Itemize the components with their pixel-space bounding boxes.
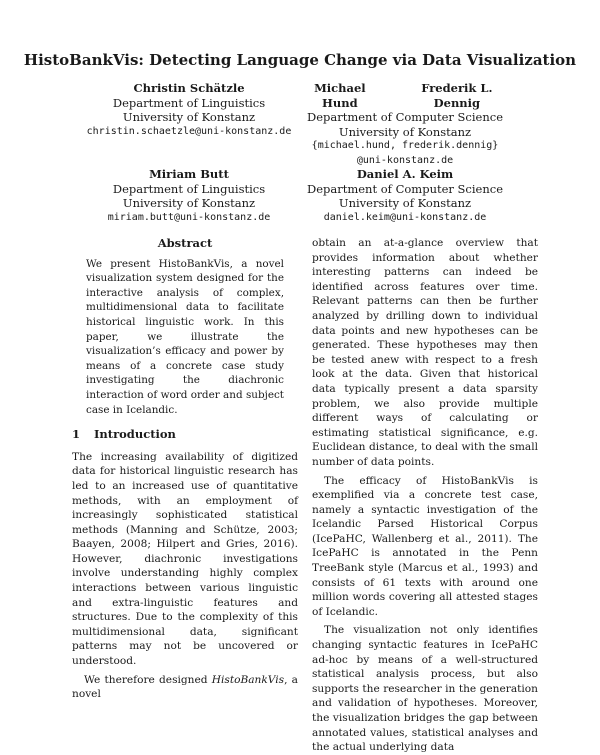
right-paragraph-1: obtain an at-a-glance overview that provides information about whether interesting patterns can indeed be identified across features over time. Relevant patterns can then be further analyzed by drilling down to individual data points and new hypotheses can be generated. These hypotheses may then be tested anew with respect to a fresh look at the data. Given that historical data typically present a data sparsity problem, we also provide multiple different ways of calculating or estimating statistical significance, e.g. Euclidean distance, to deal with the small number of data points. (312, 237, 538, 468)
section-title: Introduction (94, 427, 176, 442)
author-univ: University of Konstanz (338, 196, 472, 210)
paper-title: HistoBankVis: Detecting Language Change via Data Visualization (23, 51, 577, 69)
right-paragraph-2: The efficacy of HistoBankVis is exemplified via a concrete test case, namely a syntactic investigation of the Icelandic Parsed Historical Corpus (IcePaHC, Wallenberg et al., 2011). The IcePaHC is annotated in the Penn TreeBank style (Marcus et al., 1993) and consists of 61 texts with around one million words covering all attested stages of Icelandic. (312, 474, 538, 618)
abstract-heading: Abstract (157, 236, 213, 250)
intro-p2-start: We therefore designed (84, 673, 212, 686)
author-name-hund: Michael Hund (314, 81, 366, 110)
section-number: 1 (72, 427, 81, 442)
author-email: christin.schaetzle@uni-konstanz.de (86, 125, 292, 137)
author-dept: Department of Linguistics (112, 181, 266, 196)
author-email: miriam.butt@uni-konstanz.de (107, 211, 271, 223)
author-email-line-1: {michael.hund, frederik.dennig} (311, 140, 499, 151)
right-column (312, 236, 538, 755)
author-name: Daniel A. Keim (356, 167, 454, 181)
author-univ: University of Konstanz (122, 196, 256, 210)
author-name: Miriam Butt (149, 167, 229, 181)
intro-paragraph-1: The increasing availability of digitized data for historical linguistic research has led to an increased use of quantitative methods, with an employment of increasingly sophisticated statistical methods (Manning and Schütze, 2003; Baayen, 2008; Hilpert and Gries, 2016). However, diachronic investigations involve understanding highly complex interactions between various linguistic and extra-linguistic features and structures. Due to the complexity of this multidimensional data, significant patterns may not be uncovered or understood. (72, 450, 298, 668)
author-block-keim (300, 167, 510, 225)
author-name-dennig: Frederik L. Dennig (421, 81, 493, 110)
intro-p2-end: , a novel (72, 673, 298, 701)
author-univ: University of Konstanz (122, 110, 256, 124)
author-name: Christin Schätzle (133, 81, 245, 95)
author-block-schaetzle (80, 81, 298, 139)
author-dept: Department of Linguistics (112, 95, 266, 110)
abstract-text: We present HistoBankVis, a novel visualization system designed for the interactive analysis of complex, multidimensional data to facilitate historical linguistic work. In this paper, we illustrate the visualization’s efficacy and power by means of a concrete case study investigating the diachronic interaction of word order and subject case in Icelandic. (86, 257, 284, 416)
intro-paragraph-2 (72, 673, 298, 702)
author-dept: Department of Computer Science (306, 110, 504, 124)
intro-p2-system-name: HistoBankVis (211, 673, 285, 686)
author-name-pair (300, 81, 510, 110)
author-email: daniel.keim@uni-konstanz.de (323, 211, 487, 223)
left-column (72, 236, 298, 702)
author-block-hund-dennig (300, 81, 510, 168)
author-univ: University of Konstanz (338, 124, 472, 139)
author-dept: Department of Computer Science (306, 181, 504, 196)
author-email-line-2: @uni-konstanz.de (356, 154, 454, 166)
right-paragraph-3: The visualization not only identifies changing syntactic features in IcePaHC ad-hoc by means of a well-structured statistical analysis process, but also supports the researcher in the generation and validation of hypotheses. Moreover, the visualization bridges the gap between annotated values, statistical analyses and the actual underlying data (312, 624, 538, 754)
author-block-butt (80, 167, 298, 225)
section-heading-introduction (72, 427, 298, 442)
